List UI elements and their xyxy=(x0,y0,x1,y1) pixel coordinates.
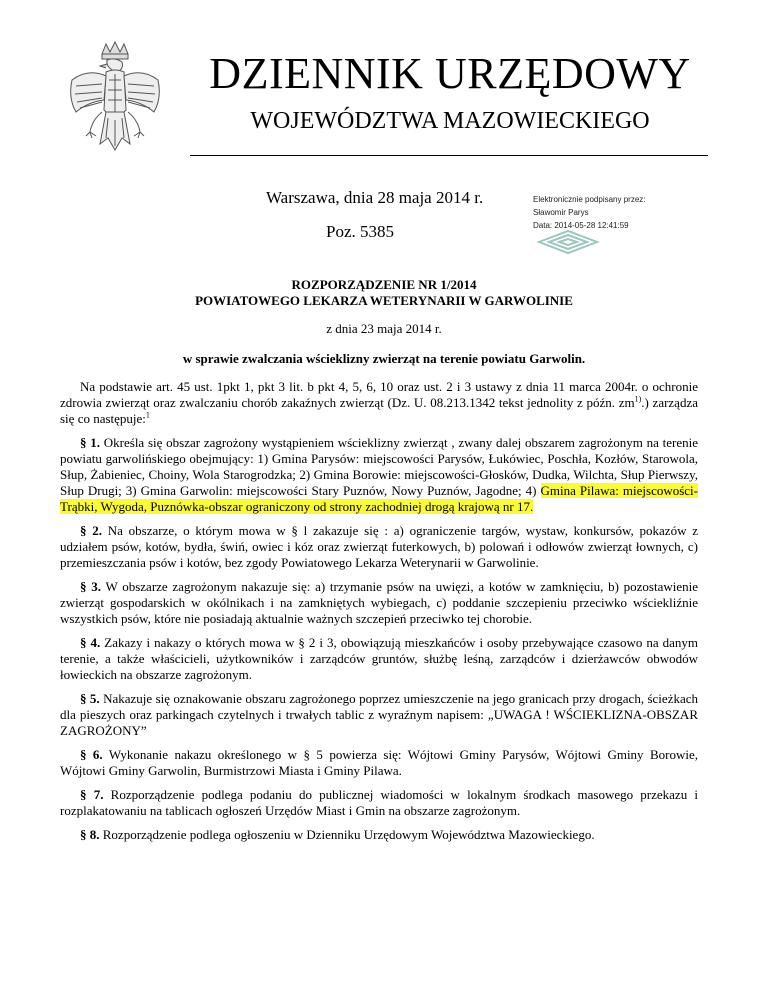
electronic-signature xyxy=(533,193,646,232)
paragraph-text: Nakazuje się oznakowanie obszaru zagrożonego poprzez umieszczenie na jego granicach przy drogach, ścieżkach dla pieszych oraz parkingach czytelnych i trwałych tablic z wyraźnym napisem: „UWAGA ! WŚCIEKLIZNA-OBSZAR ZAGROŻONY” xyxy=(60,691,699,738)
paragraph-label: § 8. xyxy=(80,827,100,842)
paragraph-text: Na obszarze, o którym mowa w § l zakazuje się : a) ograniczenie targów, wystaw, konkursów, pokazów z udziałem psów, kotów, bydła, świń, owiec i kóz oraz zwierząt futerkowych, b) polowań i odłowów zwierząt łownych, c) przemieszczania psów i kotów, bez zgody Powiatowego Lekarza Weterynarii w Garwolinie. xyxy=(60,523,698,570)
document-type xyxy=(0,277,768,309)
journal-subtitle: WOJEWÓDZTWA MAZOWIECKIEGO xyxy=(250,108,650,134)
intro-paragraph xyxy=(60,379,698,427)
paragraph-label: § 4. xyxy=(80,635,101,650)
paragraph-4 xyxy=(60,635,698,683)
paragraph-label: § 5. xyxy=(80,691,100,706)
position-number: Poz. 5385 xyxy=(326,222,394,241)
document-subject: w sprawie zwalczania wścieklizny zwierząt na terenie powiatu Garwolin. xyxy=(182,351,586,366)
document-issuer: POWIATOWEGO LEKARZA WETERYNARII W GARWOLINIE xyxy=(195,293,573,308)
intro-text-b: .) zarządza się co następuje: xyxy=(60,395,698,426)
document-type-number: ROZPORZĄDZENIE NR 1/2014 xyxy=(291,277,477,292)
paragraph-6 xyxy=(60,747,698,779)
document-date: z dnia 23 maja 2014 r. xyxy=(326,321,442,336)
paragraph-label: § 3. xyxy=(80,579,101,594)
footnote-ref-2: 1 xyxy=(145,410,150,420)
publication-place-date: Warszawa, dnia 28 maja 2014 r. xyxy=(266,188,484,207)
paragraph-text: Rozporządzenie podlega podaniu do publicznej wiadomości w lokalnym środkach masowego przekazu i rozplakatowaniu na tablicach ogłoszeń Urzędów Miast i Gmin na obszarze zagrożonym. xyxy=(60,787,699,818)
signature-logo-icon xyxy=(533,229,603,255)
paragraph-label: § 6. xyxy=(80,747,103,762)
paragraph-label: § 7. xyxy=(80,787,104,802)
paragraph-3 xyxy=(60,579,698,627)
paragraph-2 xyxy=(60,523,698,571)
paragraph-text: Określa się obszar zagrożony wystąpieniem wścieklizny zwierząt , zwany dalej obszarem zagrożonym na terenie powiatu garwolińskiego obejmujący: 1) Gmina Parysów: miejscowości Parysów, Łukówiec, Poschła, Kozłów, Starowola, Słup, Żabieniec, Choiny, Wola Starogrodzka; 2) Gmina Borowie: miejscowości-Głosków, Dudka, Wilchta, Słup Pierwszy, Słup Drugi; 3) Gmina Garwolin: miejscowości Stary Puznów, Nowy Puznów, Jagodne; 4) xyxy=(60,435,699,498)
signature-caption: Elektronicznie podpisany przez: xyxy=(533,195,646,204)
document-body xyxy=(60,379,698,851)
paragraph-text: W obszarze zagrożonym nakazuje się: a) trzymanie psów na uwięzi, a kotów w zamknięciu, b) pozostawienie zwierząt gospodarskich w okólnikach i na zamkniętych wybiegach, c) poddanie szczepieniu przeciwko wściekliźnie wszystkich psów, które nie posiadają aktualnie ważnych szczepień przeciwko tej chorobie. xyxy=(60,579,699,626)
highlighted-text: Gmina Pilawa: miejscowości-Trąbki, Wygoda, Puznówka-obszar ograniczony od strony zachodniej drogą krajową nr 17. xyxy=(60,483,698,514)
signature-date: Data: 2014-05-28 12:41:59 xyxy=(533,221,629,230)
paragraph-text: Zakazy i nakazy o których mowa w § 2 i 3, obowiązują mieszkańców i osoby przebywające czasowo na danym terenie, a także właścicieli, użytkowników i zarządców gruntów, służbę leśną, zarządców i dzierżawców obwodów łowieckich na obszarze zagrożonym. xyxy=(60,635,699,682)
paragraph-1 xyxy=(60,435,698,515)
intro-text-a: Na podstawie art. 45 ust. 1pkt 1, pkt 3 lit. b pkt 4, 5, 6, 10 oraz ust. 2 i 3 ustawy z dnia 11 marca 2004r. o ochronie zdrowia zwierząt oraz zwalczaniu chorób zakaźnych zwierząt (Dz. U. 08.213.1342 tekst jednolity z późn. zm xyxy=(60,379,698,410)
paragraph-text: Wykonanie nakazu określonego w § 5 powierza się: Wójtowi Gminy Parysów, Wójtowi Gminy Borowie, Wójtowi Gminy Garwolin, Burmistrzowi Miasta i Gminy Pilawa. xyxy=(60,747,699,778)
journal-title: DZIENNIK URZĘDOWY xyxy=(209,49,691,98)
paragraph-8 xyxy=(60,827,698,843)
footnote-ref-1: 1) xyxy=(634,394,642,404)
header-divider xyxy=(190,155,708,156)
signature-name: Sławomir Parys xyxy=(533,208,589,217)
eagle-emblem-icon xyxy=(62,40,168,180)
paragraph-label: § 1. xyxy=(80,435,101,450)
paragraph-label: § 2. xyxy=(80,523,102,538)
paragraph-text: Rozporządzenie podlega ogłoszeniu w Dzienniku Urzędowym Województwa Mazowieckiego. xyxy=(99,827,595,842)
paragraph-7 xyxy=(60,787,698,819)
paragraph-5 xyxy=(60,691,698,739)
